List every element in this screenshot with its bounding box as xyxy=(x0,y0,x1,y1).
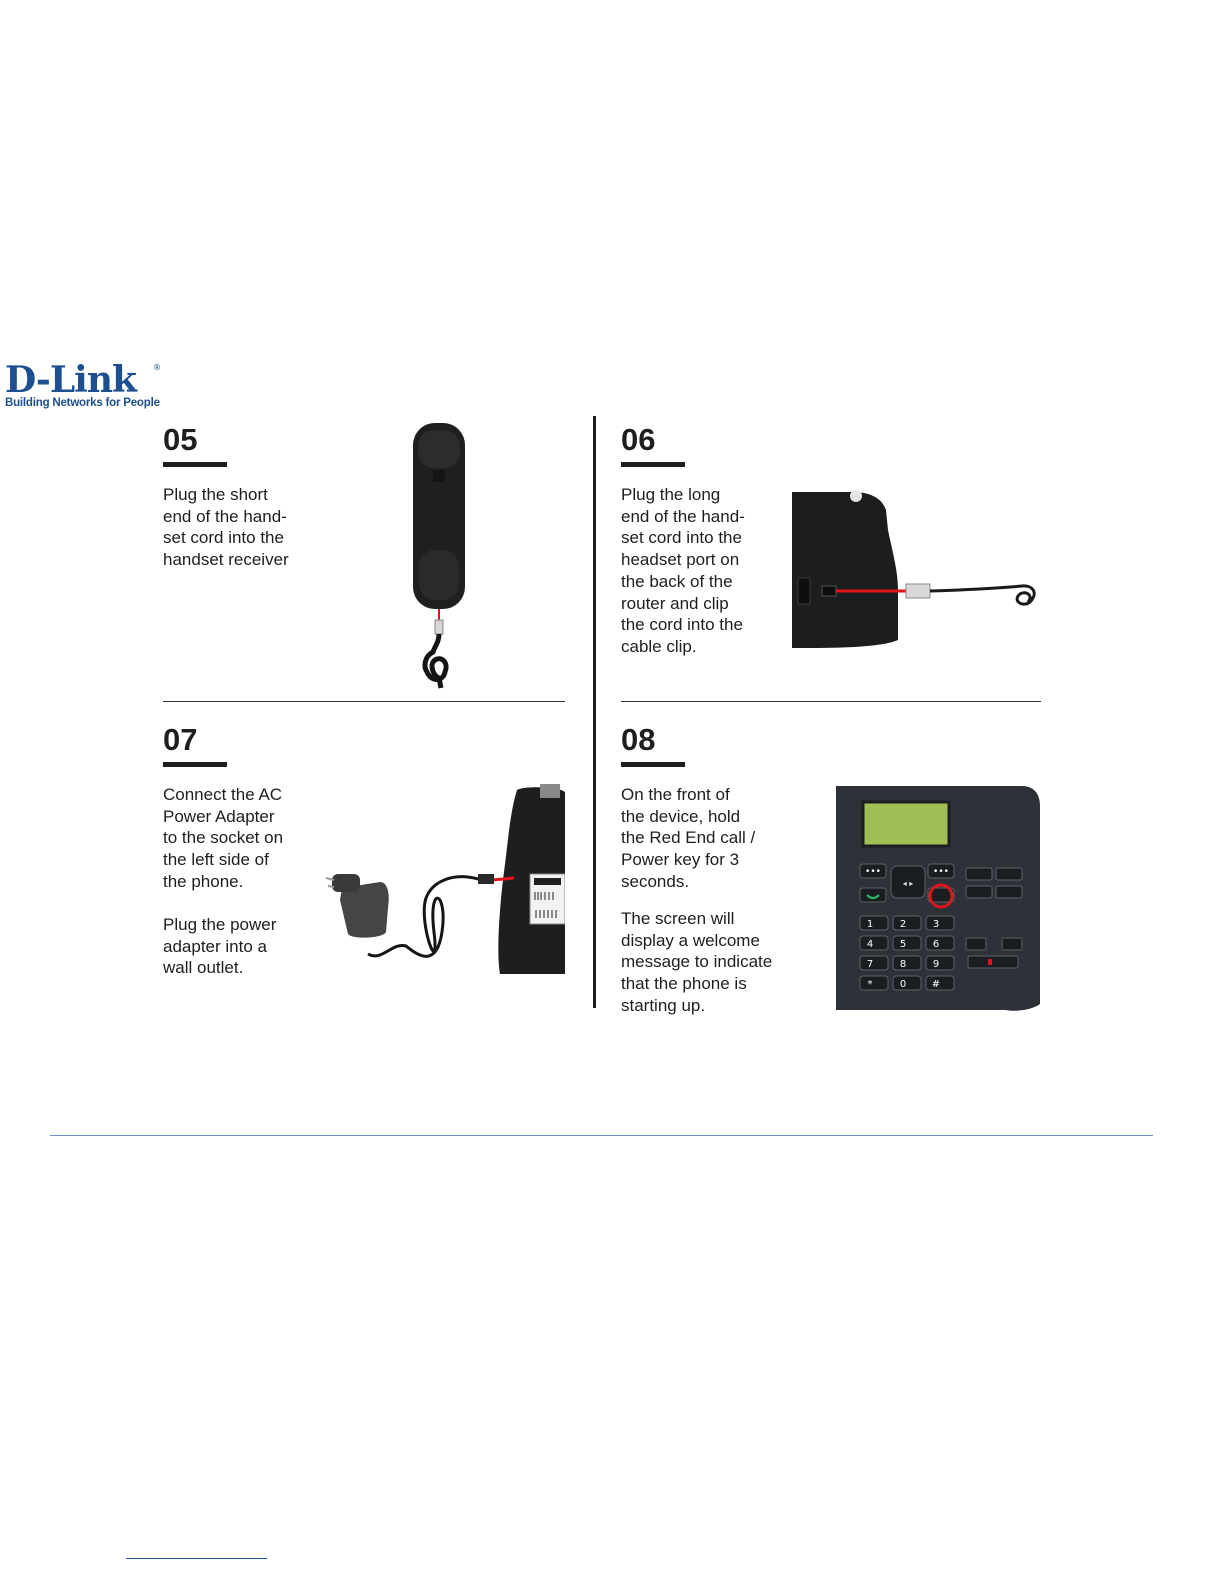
keypad-key xyxy=(893,976,921,990)
bottom-rule xyxy=(126,1558,267,1559)
step-number-06: 06 xyxy=(621,422,656,457)
phone-back-cord-photo xyxy=(790,490,1042,650)
keypad-key-label: 2 xyxy=(899,919,907,930)
keypad-key-label: 3 xyxy=(932,919,940,930)
keypad-key xyxy=(860,976,888,990)
phone-front-keypad-photo xyxy=(836,786,1042,1012)
step-05-text: Plug the short end of the hand- set cord into the handset receiver xyxy=(163,485,289,570)
keypad-key xyxy=(860,936,888,950)
logo-tagline: Building Networks for People xyxy=(5,397,160,409)
keypad-key xyxy=(893,936,921,950)
keypad-key-label: 9 xyxy=(932,959,940,970)
logo-brand: D-Link xyxy=(5,359,136,401)
keypad-key-label: 0 xyxy=(899,979,907,990)
step-number-08: 08 xyxy=(621,722,656,757)
keypad-key-label: 1 xyxy=(866,919,874,930)
keypad-key xyxy=(926,916,954,930)
keypad-key-label: 7 xyxy=(866,959,874,970)
handset-photo xyxy=(405,420,475,692)
step-08-text: On the front of the device, hold the Red End call / Power key for 3 seconds. xyxy=(621,785,756,891)
divider-left xyxy=(163,701,565,702)
svg-text:•••: ••• xyxy=(865,867,881,877)
step-number-07: 07 xyxy=(163,722,198,757)
step-number-underline xyxy=(163,462,227,467)
step-07-text: Connect the AC Power Adapter to the socket on the left side of the phone. xyxy=(163,785,284,891)
divider-right xyxy=(621,701,1041,702)
keypad-key-label: 6 xyxy=(932,939,940,950)
keypad-key xyxy=(860,916,888,930)
footer-rule xyxy=(50,1135,1153,1136)
keypad-key-label: 4 xyxy=(866,939,874,950)
keypad-key-label: 5 xyxy=(899,939,907,950)
keypad-key xyxy=(893,956,921,970)
step-07-text-2: Plug the power adapter into a wall outlet. xyxy=(163,915,277,978)
keypad-key xyxy=(893,916,921,930)
svg-text:•••: ••• xyxy=(933,867,949,877)
dlink-logo xyxy=(5,359,165,415)
step-number-underline xyxy=(163,762,227,767)
step-number-underline xyxy=(621,762,685,767)
logo-registered-mark: ® xyxy=(153,363,161,372)
keypad-key xyxy=(926,936,954,950)
step-number-underline xyxy=(621,462,685,467)
keypad-key xyxy=(860,956,888,970)
step-number-05: 05 xyxy=(163,422,198,457)
svg-text:◂ ▸: ◂ ▸ xyxy=(902,879,914,888)
keypad-key-label: 8 xyxy=(899,959,907,970)
vertical-divider xyxy=(593,416,596,1008)
keypad-key-label: # xyxy=(931,979,941,990)
step-06-text: Plug the long end of the hand- set cord into the headset port on the back of the router and clip the cord into the cable clip. xyxy=(621,485,745,656)
step-08-text-2: The screen will display a welcome message to indicate that the phone is starting up. xyxy=(621,909,773,1015)
keypad-key xyxy=(926,956,954,970)
keypad-key-label: * xyxy=(867,979,873,990)
power-adapter-photo xyxy=(322,782,565,982)
